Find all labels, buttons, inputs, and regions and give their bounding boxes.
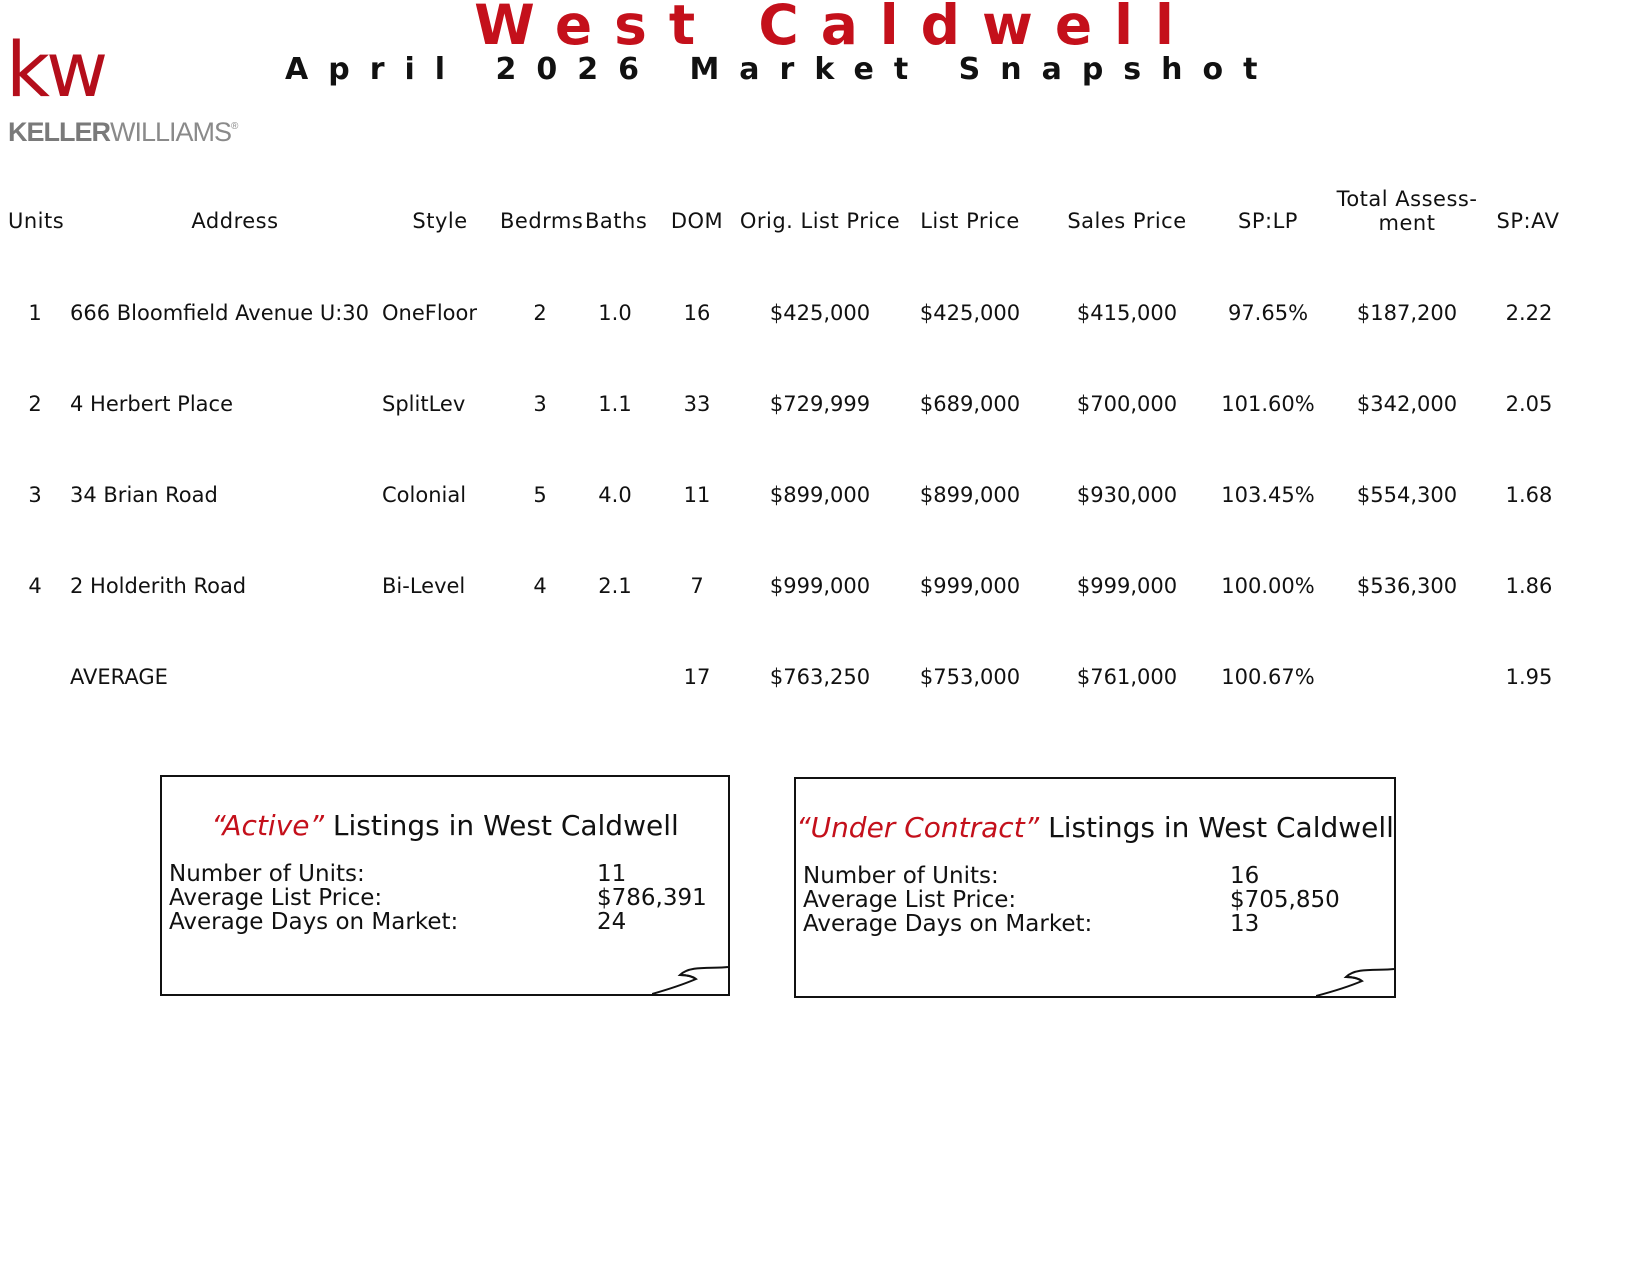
under-contract-listings-box — [794, 777, 1396, 998]
cell-list-price: $999,000 — [919, 574, 1021, 598]
cell-style: OneFloor — [382, 301, 478, 325]
cell-dom: 16 — [683, 301, 711, 325]
cell-unit: 4 — [28, 574, 42, 598]
contract-units-label: Number of Units: — [803, 863, 999, 889]
header-units: Units — [8, 209, 65, 233]
logo-brand-text — [8, 112, 238, 147]
cell-total-assessment: $187,200 — [1356, 301, 1458, 325]
header-sp-av: SP:AV — [1496, 209, 1560, 233]
page-subtitle: April 2026 Market Snapshot — [285, 52, 1278, 87]
cell-baths: 4.0 — [598, 483, 632, 507]
cell-dom: 11 — [683, 483, 711, 507]
cell-orig-list-price: $899,000 — [769, 483, 871, 507]
average-sp-av: 1.95 — [1505, 665, 1553, 689]
active-avg-list-price-value: $786,391 — [597, 885, 707, 911]
cell-address: 34 Brian Road — [70, 483, 218, 507]
header-total-assessment-line2: ment — [1378, 211, 1436, 235]
cell-total-assessment: $554,300 — [1356, 483, 1458, 507]
cell-bedrms: 5 — [533, 483, 547, 507]
cell-address: 666 Bloomfield Avenue U:30 — [70, 301, 370, 325]
contract-box-title-rest: Listings in West Caldwell — [1048, 811, 1394, 844]
average-label: AVERAGE — [70, 665, 168, 689]
cell-sp-lp: 97.65% — [1227, 301, 1309, 325]
average-list-price: $753,000 — [919, 665, 1021, 689]
header-orig-list-price: Orig. List Price — [739, 209, 901, 233]
contract-units-value: 16 — [1230, 863, 1260, 889]
active-units-value: 11 — [597, 861, 627, 887]
cell-sales-price: $415,000 — [1076, 301, 1178, 325]
cell-address: 2 Holderith Road — [70, 574, 247, 598]
cell-baths: 1.0 — [598, 301, 632, 325]
cell-sp-av: 1.86 — [1505, 574, 1553, 598]
contract-box-title — [796, 811, 1394, 845]
keller-williams-logo — [6, 25, 239, 147]
cell-dom: 7 — [690, 574, 704, 598]
cell-bedrms: 3 — [533, 392, 547, 416]
cell-total-assessment: $342,000 — [1356, 392, 1458, 416]
active-listings-box — [160, 775, 730, 996]
average-sp-lp: 100.67% — [1221, 665, 1315, 689]
cell-bedrms: 2 — [533, 301, 547, 325]
contract-avg-list-price-value: $705,850 — [1230, 887, 1340, 913]
logo-registered-mark: ® — [231, 121, 239, 132]
cell-total-assessment: $536,300 — [1356, 574, 1458, 598]
cell-style: Colonial — [382, 483, 467, 507]
contract-box-title-highlight: “Under Contract” — [796, 811, 1040, 844]
cell-sales-price: $700,000 — [1076, 392, 1178, 416]
cell-dom: 33 — [683, 392, 711, 416]
cell-sp-av: 1.68 — [1505, 483, 1553, 507]
kw-logo-mark: kw — [6, 25, 105, 114]
cell-sales-price: $999,000 — [1076, 574, 1178, 598]
active-box-title — [162, 809, 728, 843]
cell-list-price: $689,000 — [919, 392, 1021, 416]
active-avg-dom-value: 24 — [597, 909, 627, 935]
cell-style: SplitLev — [382, 392, 466, 416]
header-list-price: List Price — [920, 209, 1020, 233]
cell-sp-lp: 103.45% — [1221, 483, 1315, 507]
cell-address: 4 Herbert Place — [70, 392, 234, 416]
page-curl-icon — [652, 963, 730, 996]
cell-unit: 3 — [28, 483, 42, 507]
active-avg-dom-label: Average Days on Market: — [169, 909, 459, 935]
logo-brand-light: WILLIAMS — [110, 117, 232, 147]
cell-sales-price: $930,000 — [1076, 483, 1178, 507]
logo-brand-bold: KELLER — [8, 117, 110, 147]
cell-unit: 1 — [28, 301, 42, 325]
contract-avg-dom-label: Average Days on Market: — [803, 911, 1093, 937]
page-title: West Caldwell — [474, 0, 1196, 57]
cell-list-price: $899,000 — [919, 483, 1021, 507]
header-sp-lp: SP:LP — [1238, 209, 1298, 233]
header-bedrms: Bedrms — [500, 209, 584, 233]
header-dom: DOM — [670, 209, 724, 233]
cell-sp-lp: 100.00% — [1221, 574, 1315, 598]
cell-orig-list-price: $999,000 — [769, 574, 871, 598]
header-total-assessment-line1: Total Assess- — [1336, 187, 1478, 211]
active-box-title-highlight: “Active” — [211, 809, 325, 842]
cell-style: Bi-Level — [382, 574, 466, 598]
cell-baths: 2.1 — [598, 574, 632, 598]
contract-avg-list-price-label: Average List Price: — [803, 887, 1017, 913]
active-units-label: Number of Units: — [169, 861, 365, 887]
average-dom: 17 — [683, 665, 711, 689]
cell-sp-lp: 101.60% — [1221, 392, 1315, 416]
active-box-title-rest: Listings in West Caldwell — [332, 809, 679, 842]
header-style: Style — [412, 209, 468, 233]
header-address: Address — [191, 209, 279, 233]
average-orig-list-price: $763,250 — [769, 665, 871, 689]
header-baths: Baths — [585, 209, 648, 233]
average-sales-price: $761,000 — [1076, 665, 1178, 689]
page-curl-icon — [1316, 965, 1396, 998]
cell-sp-av: 2.22 — [1505, 301, 1553, 325]
cell-list-price: $425,000 — [919, 301, 1021, 325]
contract-avg-dom-value: 13 — [1230, 911, 1260, 937]
cell-unit: 2 — [28, 392, 42, 416]
cell-baths: 1.1 — [598, 392, 632, 416]
active-avg-list-price-label: Average List Price: — [169, 885, 383, 911]
header-sales-price: Sales Price — [1067, 209, 1187, 233]
cell-bedrms: 4 — [533, 574, 547, 598]
cell-orig-list-price: $425,000 — [769, 301, 871, 325]
cell-orig-list-price: $729,999 — [769, 392, 871, 416]
cell-sp-av: 2.05 — [1505, 392, 1553, 416]
